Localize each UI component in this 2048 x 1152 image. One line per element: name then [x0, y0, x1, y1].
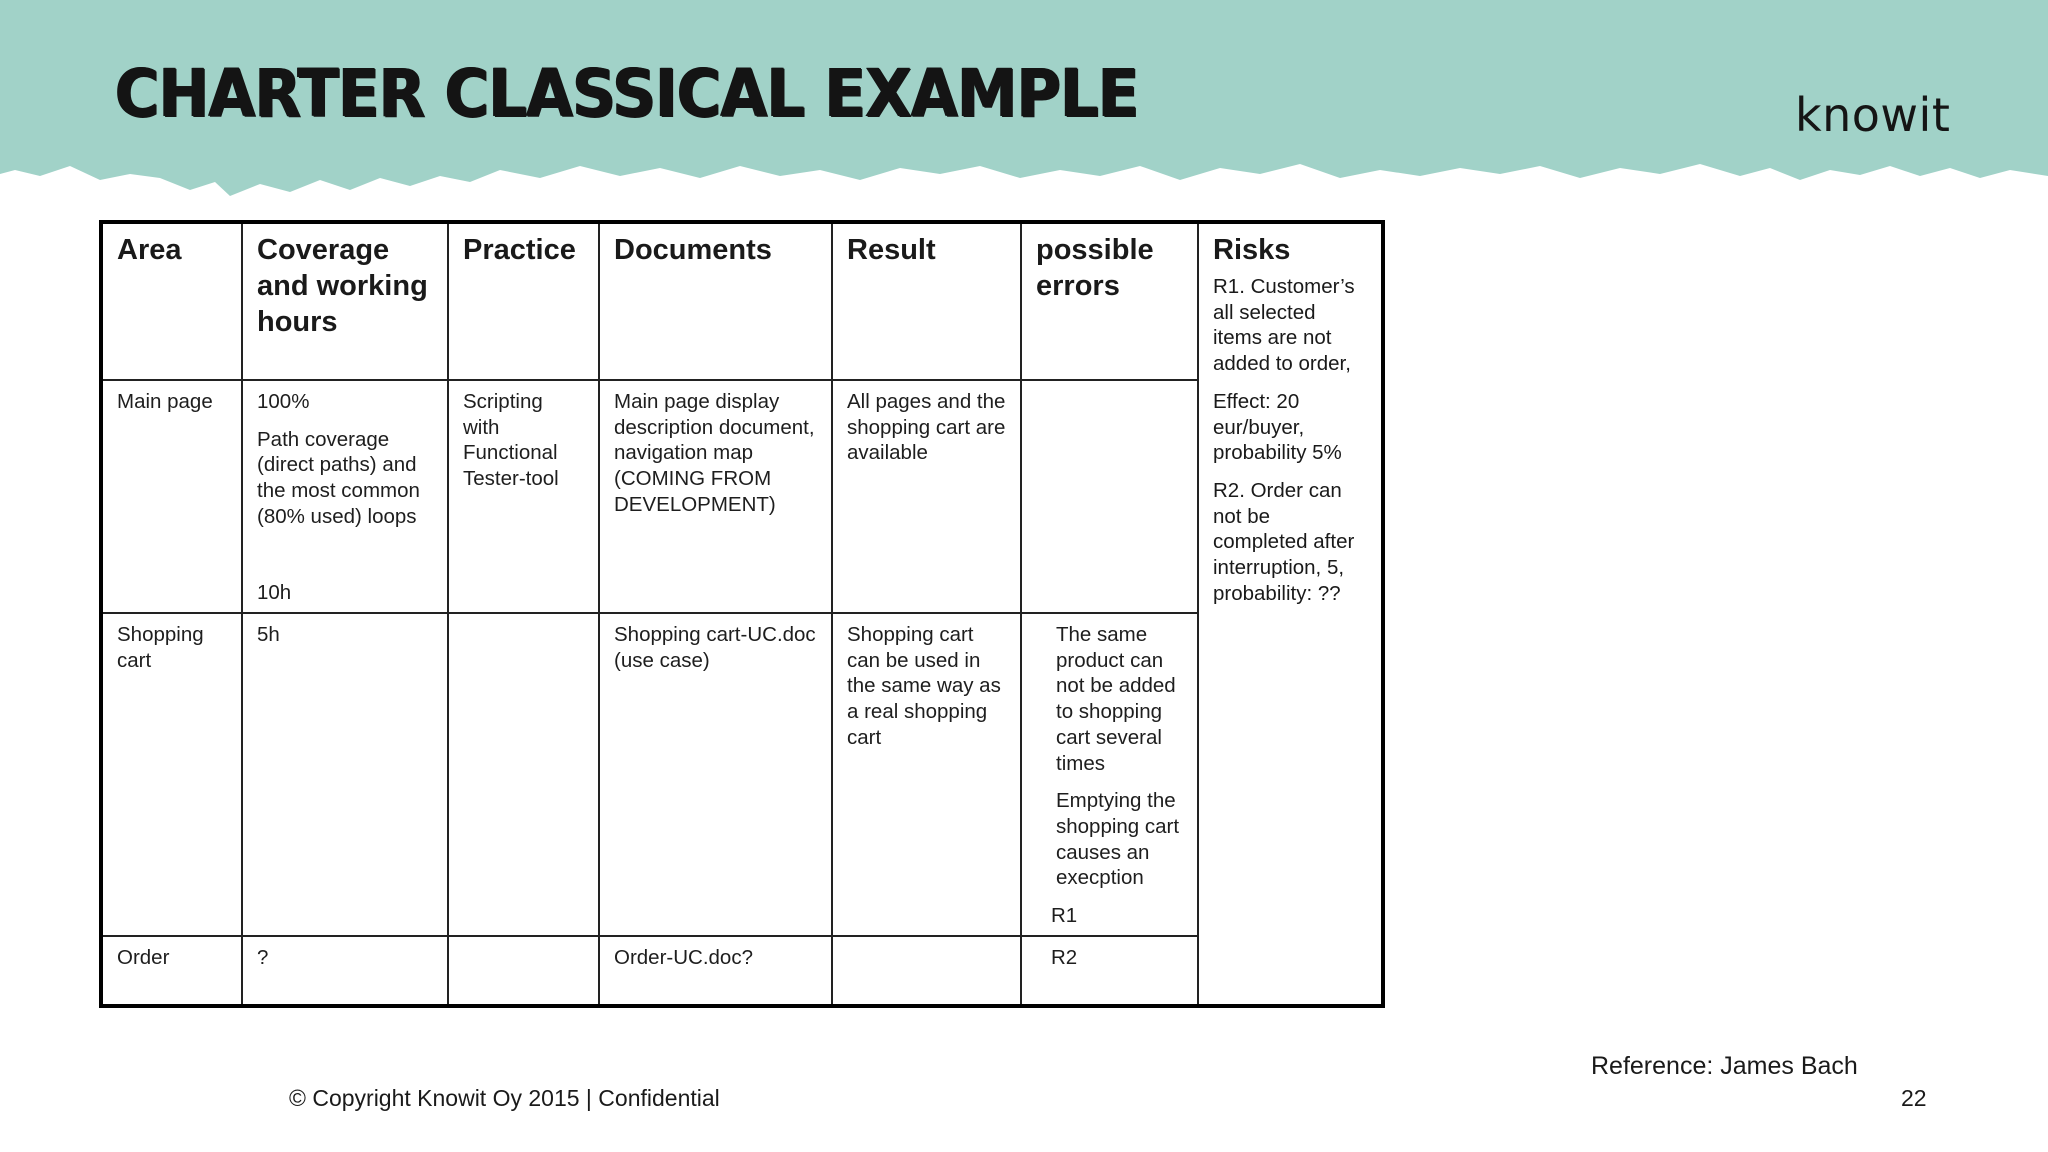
cell-coverage [242, 380, 448, 613]
header-documents: Documents [599, 222, 832, 380]
cell-coverage: ? [242, 936, 448, 1006]
risk-r2: R2. Order can not be completed after interruption, 5, probability: ?? [1213, 478, 1355, 605]
cell-errors [1021, 936, 1198, 1006]
cell-errors [1021, 380, 1198, 613]
header-risks: Risks [1213, 234, 1291, 266]
cell-area: Order [101, 936, 242, 1006]
header-row [101, 222, 1383, 380]
slide-title: CHARTER CLASSICAL EXAMPLE [115, 55, 1139, 132]
reference-note: Reference: James Bach [1591, 1052, 1858, 1080]
risk-r1-effect: Effect: 20 eur/buyer, probability 5% [1213, 389, 1342, 465]
risk-r1: R1. Customer’s all selected items are not added to order, [1213, 275, 1355, 376]
error-risk-ref: R1 [1051, 904, 1078, 928]
cell-result: All pages and the shopping cart are available [832, 380, 1021, 613]
cell-errors [1021, 613, 1198, 936]
error-item: Emptying the shopping cart causes an execption [1056, 789, 1180, 890]
cell-practice: Scripting with Functional Tester-tool [448, 380, 599, 613]
cell-practice [448, 936, 599, 1006]
cell-area: Shopping cart [101, 613, 242, 936]
cell-documents: Main page display description document, navigation map (COMING FROM DEVELOPMENT) [599, 380, 832, 613]
cell-area: Main page [101, 380, 242, 613]
coverage-description: Path coverage (direct paths) and the most common (80% used) loops [257, 427, 420, 528]
charter-table [99, 220, 1385, 1008]
table-row-shopping-cart [101, 613, 1383, 936]
page-number: 22 [1901, 1085, 1927, 1111]
cell-documents: Shopping cart-UC.doc (use case) [599, 613, 832, 936]
knowit-logo: knowit [1795, 88, 1951, 142]
error-item: The same product can not be added to shopping cart several times [1056, 623, 1176, 775]
cell-result: Shopping cart can be used in the same way as a real shopping cart [832, 613, 1021, 936]
risks-list [1213, 274, 1367, 606]
header-area: Area [101, 222, 242, 380]
coverage-hours: 10h [257, 580, 292, 604]
header-errors: possible errors [1021, 222, 1198, 380]
header-coverage: Coverage and working hours [242, 222, 448, 380]
cell-coverage: 5h [242, 613, 448, 936]
header-result: Result [832, 222, 1021, 380]
cell-result [832, 936, 1021, 1006]
table-row-order [101, 936, 1383, 1006]
coverage-percent: 100% [257, 390, 310, 413]
copyright-footer: © Copyright Knowit Oy 2015 | Confidential [289, 1085, 720, 1111]
cell-documents: Order-UC.doc? [599, 936, 832, 1006]
table-row-main-page [101, 380, 1383, 613]
header-practice: Practice [448, 222, 599, 380]
risks-column [1198, 222, 1383, 1006]
error-risk-ref: R2 [1051, 945, 1078, 969]
cell-practice [448, 613, 599, 936]
